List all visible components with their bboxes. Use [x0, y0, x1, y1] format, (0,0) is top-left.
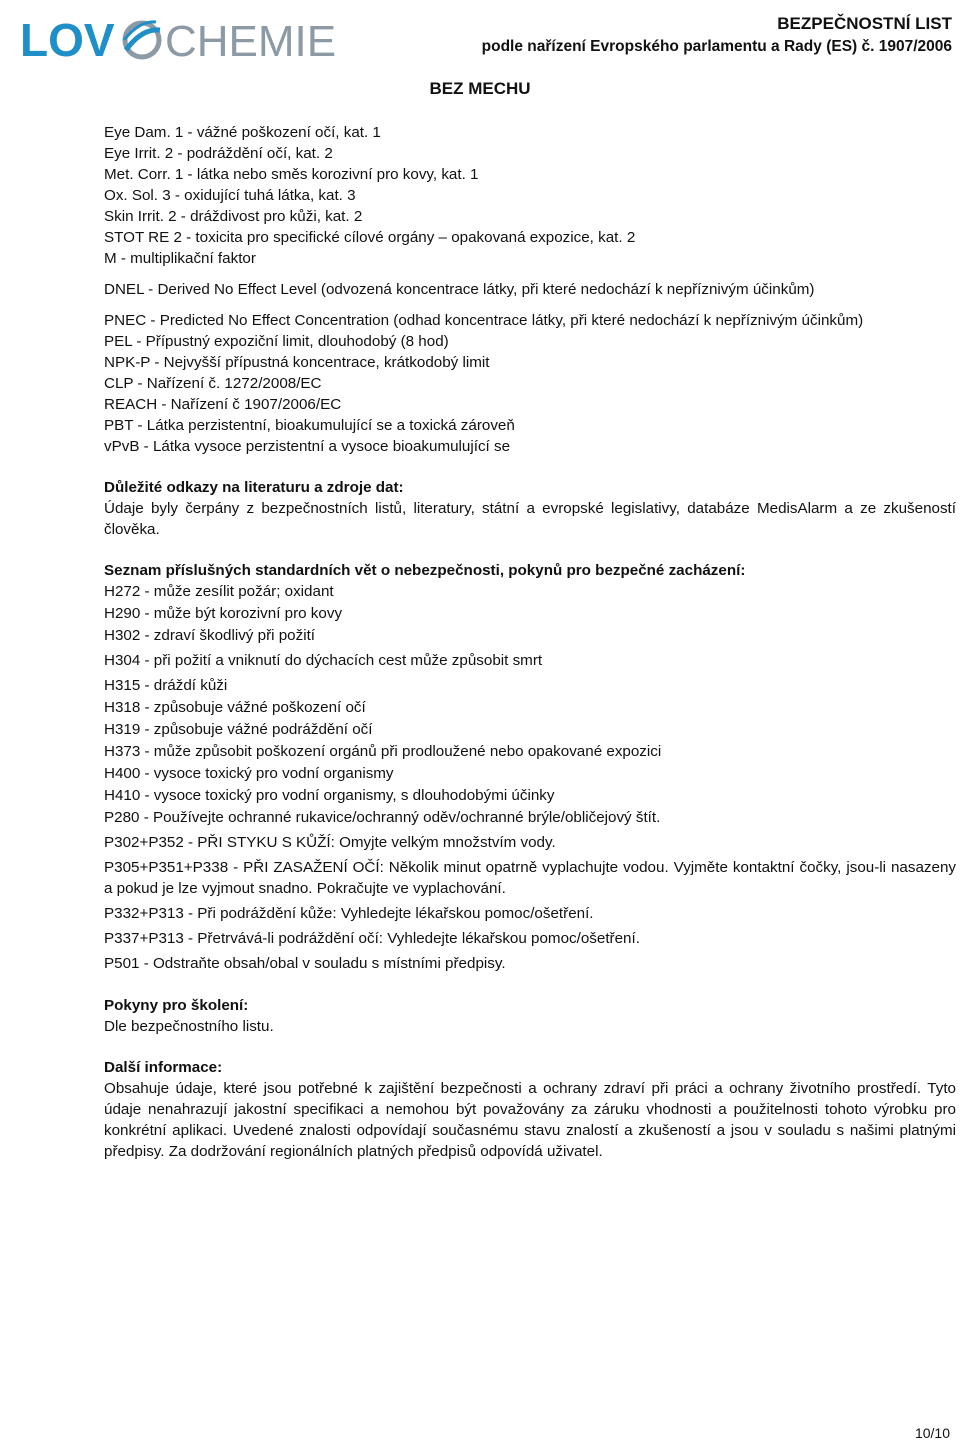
- logo-swirl-icon: [124, 22, 160, 57]
- abbreviation-item: REACH - Nařízení č 1907/2006/EC: [104, 396, 342, 413]
- phrase-item: P305+P351+P338 - PŘI ZASAŽENÍ OČÍ: Několik minut opatrně vyplachujte vodou. Vyjměte kontaktní čočky, jsou-li nasazeny a pokud je lze vyjmout snadno. Pokračujte ve vyplachování.: [104, 859, 956, 897]
- abbreviation-item: NPK-P - Nejvyšší přípustná koncentrace, krátkodobý limit: [104, 354, 490, 371]
- phrase-item: P501 - Odstraňte obsah/obal v souladu s místními předpisy.: [104, 955, 506, 972]
- classification-list: [104, 122, 956, 269]
- phrase-item: H318 - způsobuje vážné poškození očí: [104, 699, 366, 716]
- phrase-item: H319 - způsobuje vážné podráždění očí: [104, 721, 373, 738]
- abbreviation-list: [104, 331, 956, 457]
- phrase-item: P332+P313 - Při podráždění kůže: Vyhledejte lékařskou pomoc/ošetření.: [104, 905, 594, 922]
- phrase-item: H304 - při požití a vniknutí do dýchacích cest může způsobit smrt: [104, 652, 543, 669]
- abbreviation-item: CLP - Nařízení č. 1272/2008/EC: [104, 375, 322, 392]
- page-header: [0, 0, 960, 110]
- further-info-text: Obsahuje údaje, které jsou potřebné k zajištění bezpečnosti a ochrany zdraví při práci a ochrany životního prostředí. Tyto údaje nenahrazují jakostní specifikaci a nemohou být považovány za záruku vhodnosti a použitelnosti tohoto výrobku pro konkrétní aplikaci. Uvedené znalosti odpovídají současnému stavu znalostí a zkušeností a jsou v souladu s našimi platnými předpisy. Za dodržování regionálních platných předpisů odpovídá uživatel.: [104, 1080, 956, 1160]
- phrase-item: P337+P313 - Přetrvává-li podráždění očí: Vyhledejte lékařskou pomoc/ošetření.: [104, 930, 640, 947]
- phrase-item: H290 - může být korozivní pro kovy: [104, 605, 343, 622]
- phrase-item: H410 - vysoce toxický pro vodní organismy, s dlouhodobými účinky: [104, 787, 555, 804]
- pnec-definition: PNEC - Predicted No Effect Concentration (odhad koncentrace látky, při které nedochází k nepříznivým účinkům): [104, 312, 864, 329]
- document-title: BEZPEČNOSTNÍ LIST: [777, 14, 952, 33]
- lovochemie-logo: [20, 10, 350, 70]
- phrase-item: H373 - může způsobit poškození orgánů při prodloužené nebo opakované expozici: [104, 743, 662, 760]
- references-heading: Důležité odkazy na literaturu a zdroje dat:: [104, 479, 404, 496]
- phrase-item: H315 - dráždí kůži: [104, 677, 228, 694]
- document-body: [104, 122, 956, 1162]
- abbreviation-item: PEL - Přípustný expoziční limit, dlouhodobý (8 hod): [104, 333, 449, 350]
- dnel-definition: DNEL - Derived No Effect Level (odvozená koncentrace látky, při které nedochází k nepříznivým účinkům): [104, 281, 815, 298]
- references-text: Údaje byly čerpány z bezpečnostních listů, literatury, státní a evropské legislativy, databáze MedisAlarm a ze zkušeností člověka.: [104, 500, 956, 538]
- classification-item: Met. Corr. 1 - látka nebo směs korozivní pro kovy, kat. 1: [104, 166, 479, 183]
- phrase-item: P302+P352 - PŘI STYKU S KŮŽÍ: Omyjte velkým množstvím vody.: [104, 834, 556, 851]
- further-info-heading: Další informace:: [104, 1059, 223, 1076]
- abbreviation-item: vPvB - Látka vysoce perzistentní a vysoce bioakumulující se: [104, 438, 511, 455]
- classification-item: Skin Irrit. 2 - dráždivost pro kůži, kat. 2: [104, 208, 363, 225]
- training-heading: Pokyny pro školení:: [104, 997, 249, 1014]
- svg-text:LOV: LOV: [20, 14, 115, 66]
- phrases-heading: Seznam příslušných standardních vět o nebezpečnosti, pokynů pro bezpečné zacházení:: [104, 562, 746, 579]
- classification-item: Ox. Sol. 3 - oxidující tuhá látka, kat. 3: [104, 187, 356, 204]
- classification-item: M - multiplikační faktor: [104, 250, 256, 267]
- phrase-list: [104, 581, 956, 974]
- document-subtitle: podle nařízení Evropského parlamentu a Rady (ES) č. 1907/2006: [481, 38, 952, 55]
- abbreviation-item: PBT - Látka perzistentní, bioakumulující se a toxická zároveň: [104, 417, 515, 434]
- classification-item: Eye Dam. 1 - vážné poškození očí, kat. 1: [104, 124, 381, 141]
- classification-item: STOT RE 2 - toxicita pro specifické cílové orgány – opakovaná expozice, kat. 2: [104, 229, 636, 246]
- phrase-item: H272 - může zesílit požár; oxidant: [104, 583, 334, 600]
- training-text: Dle bezpečnostního listu.: [104, 1018, 274, 1035]
- product-name: BEZ MECHU: [429, 79, 531, 98]
- svg-text:CHEMIE: CHEMIE: [165, 17, 337, 66]
- classification-item: Eye Irrit. 2 - podráždění očí, kat. 2: [104, 145, 333, 162]
- phrase-item: H302 - zdraví škodlivý při požití: [104, 627, 316, 644]
- phrase-item: P280 - Používejte ochranné rukavice/ochranný oděv/ochranné brýle/obličejový štít.: [104, 809, 661, 826]
- page-number: 10/10: [914, 1425, 950, 1441]
- phrase-item: H400 - vysoce toxický pro vodní organismy: [104, 765, 394, 782]
